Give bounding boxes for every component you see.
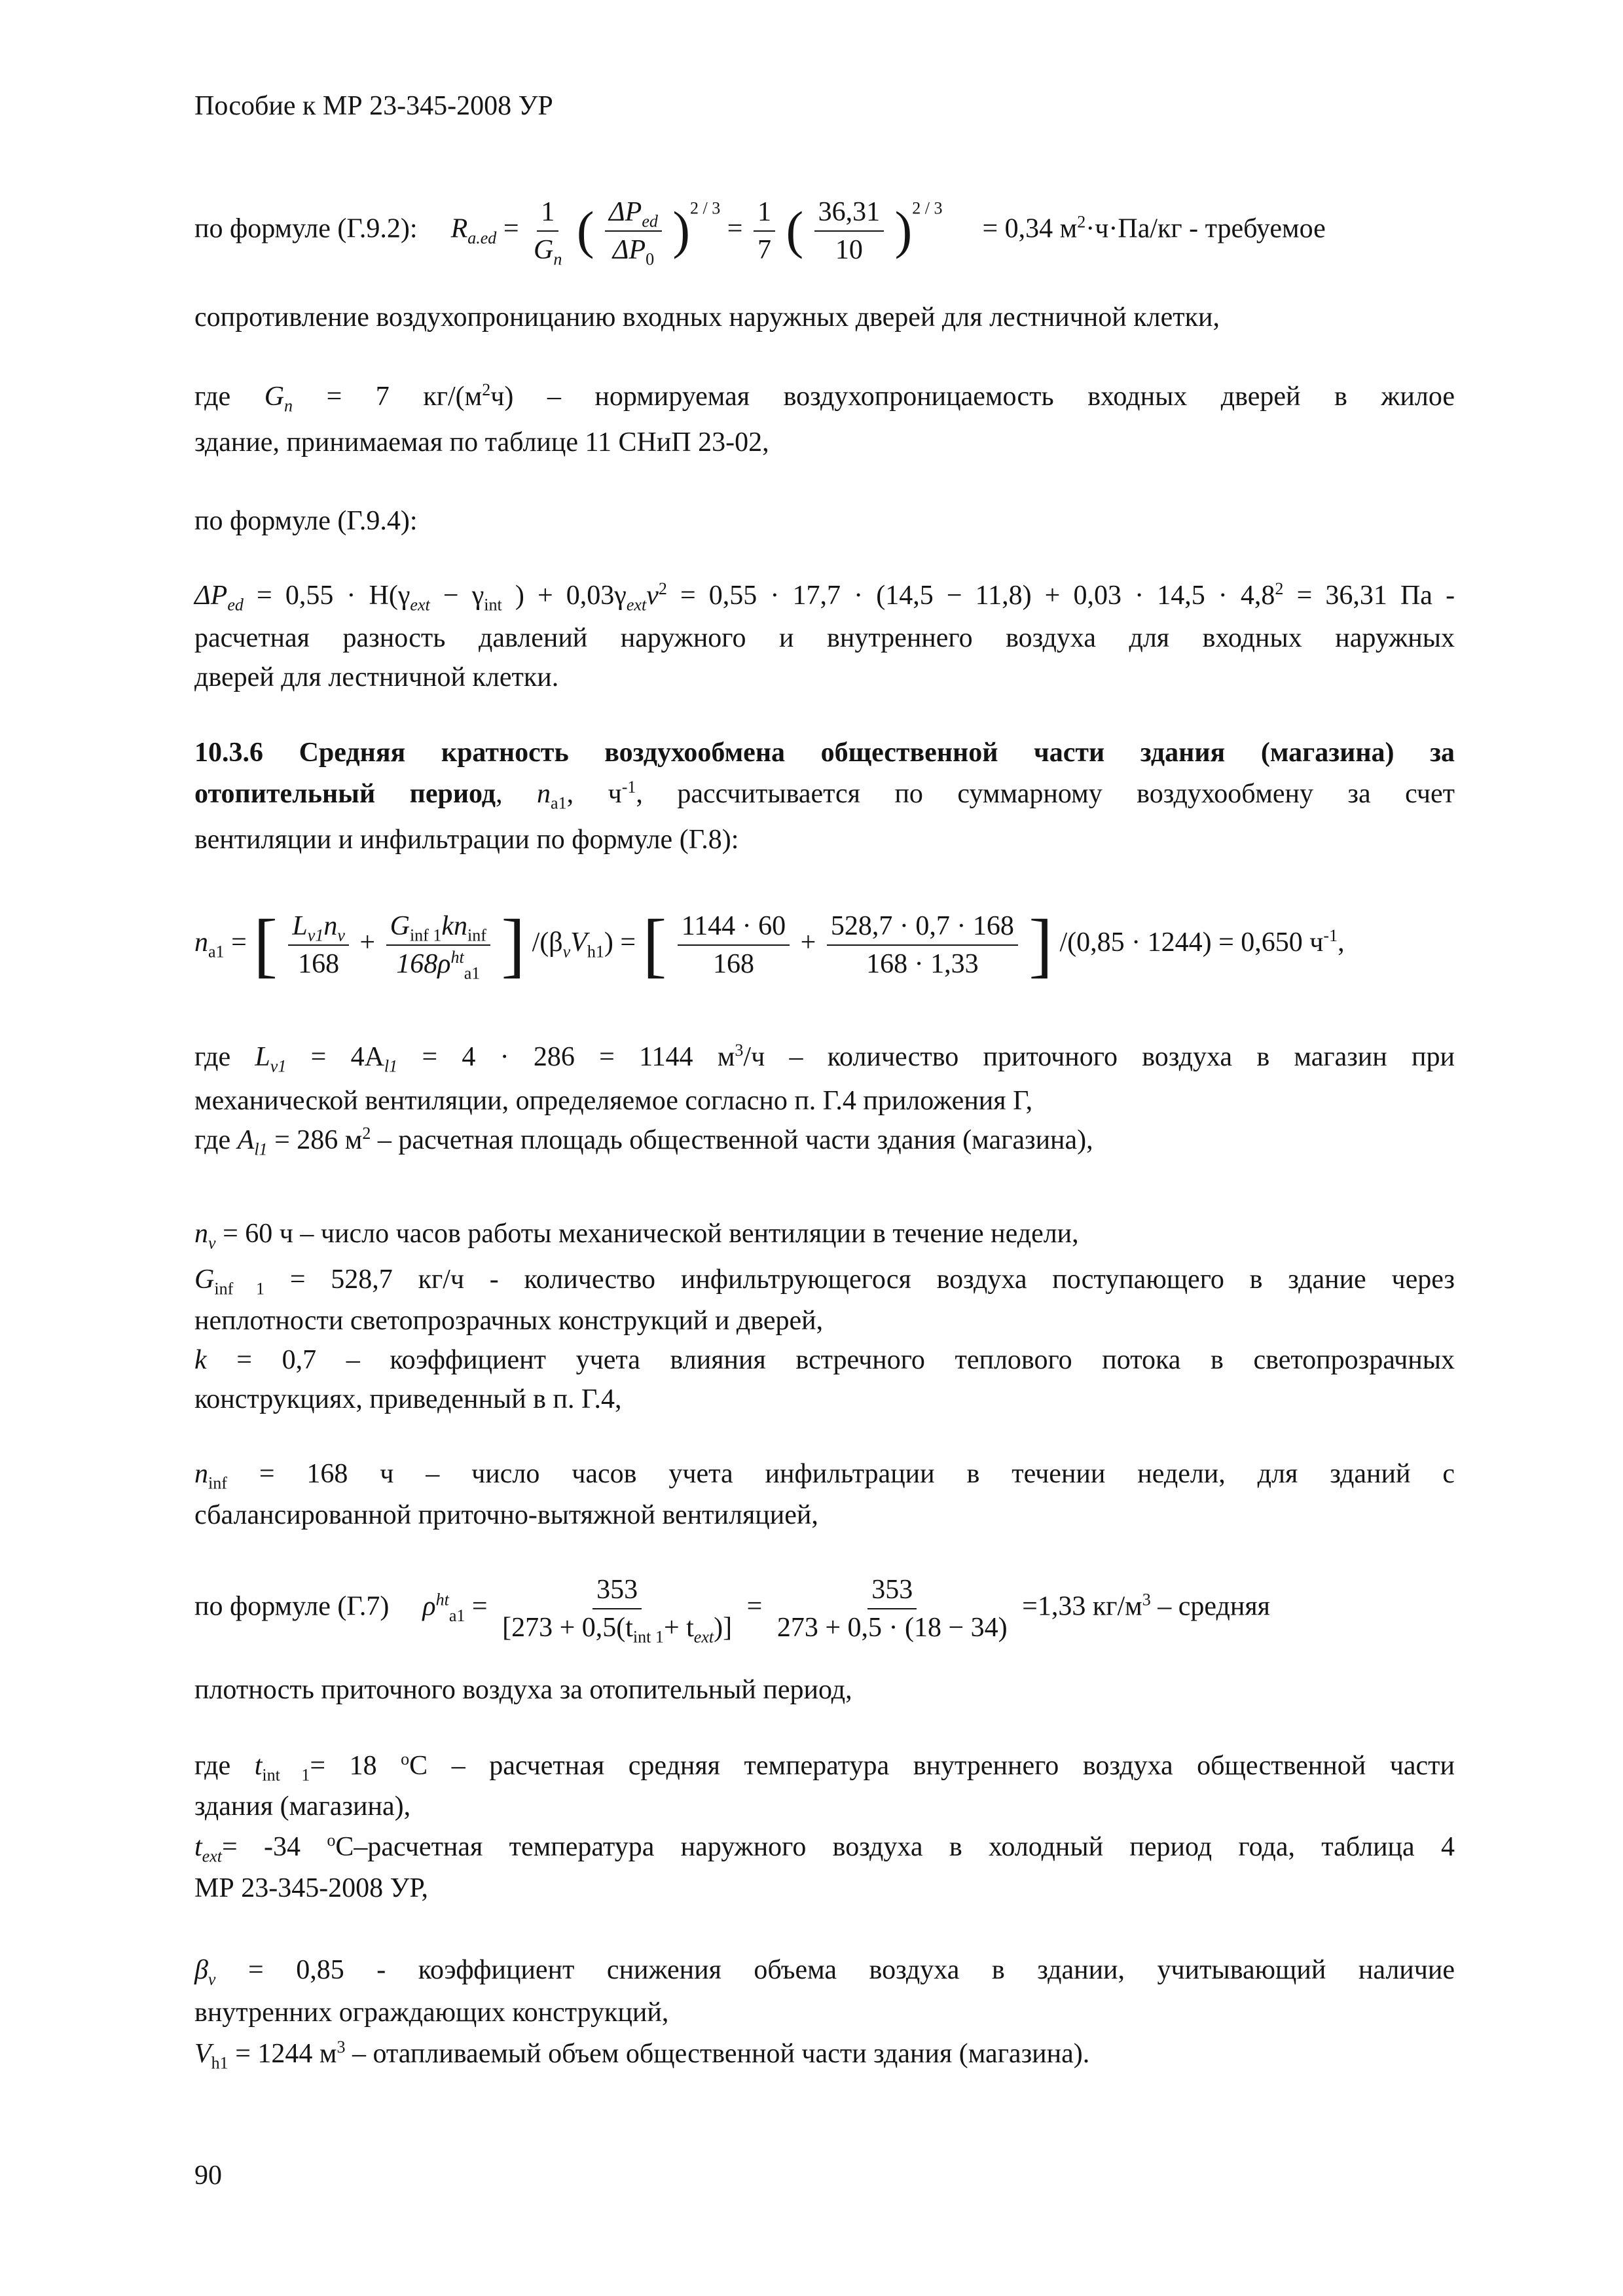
section-heading — [194, 733, 1455, 772]
paragraph-2 — [194, 377, 1455, 416]
sub: ext — [202, 1846, 223, 1866]
paragraph-12-line2: здания (магазина), — [194, 1791, 411, 1821]
result: = 36,31 Па - — [1296, 581, 1455, 611]
fraction-c — [678, 910, 790, 980]
text: где — [194, 382, 231, 412]
sub: inf 1 — [214, 1279, 265, 1299]
running-header: Пособие к МР 23-345-2008 УР — [194, 91, 553, 121]
var: A — [237, 1125, 255, 1155]
text: = 0,55 · 17,7 · (14,5 − 11,8) + 0,03 · 14,5 · 4,8 — [680, 581, 1275, 611]
sub: l1 — [384, 1056, 398, 1076]
text: = 18 — [310, 1751, 401, 1781]
text: /(0,85 · 1244) = 0,650 ч — [1059, 927, 1324, 958]
formula-g94 — [194, 576, 1455, 615]
fraction-a — [288, 910, 349, 980]
frac-num: 36,31 — [814, 196, 884, 232]
paragraph-8 — [194, 1214, 1455, 1253]
den-sub: 0 — [646, 249, 655, 269]
frac-num: 1 — [537, 196, 558, 232]
num-sub: ed — [642, 211, 658, 231]
sub: inf — [208, 1473, 227, 1493]
heading-bold: 10.3.6 Средняя кратность воздухообмена общественной части здания (магазина) за — [194, 738, 1455, 768]
frac-den — [530, 232, 566, 269]
sup: o — [401, 1749, 410, 1768]
sup: o — [327, 1831, 336, 1850]
den-sub: n — [553, 249, 562, 269]
text: = 528,7 кг/ч - количество инфильтрующегося воздуха поступающего в здание через — [289, 1265, 1455, 1295]
den-sub: ext — [693, 1627, 714, 1647]
text: С – расчетная средняя температура внутреннего воздуха общественной части — [409, 1751, 1455, 1781]
frac-den: 273 + 0,5 · (18 − 34) — [776, 1613, 1008, 1643]
sub: v1 — [270, 1056, 287, 1076]
frac-num — [386, 910, 490, 946]
text: = 1244 м — [235, 2039, 337, 2069]
text: где — [194, 1042, 231, 1072]
frac-num — [288, 910, 349, 946]
text: где — [194, 1751, 231, 1781]
formula-g92: по формуле (Г.9.2): $R_{a.ed}$ = $\frac{1}{G_n}$ ( $\frac{\Delta P_{ed}}{\Delta P_0}$ )$^{2 / 3}$ = $\frac{1}{7}$ ( $\frac{36,31}{10}$ )$^{2 / 3}$ = 0,34 $м^2\cdot ч\cdot Па/кг$ - требуемое — [194, 197, 1326, 269]
fraction-1-7 — [754, 196, 775, 266]
var: n — [194, 1219, 208, 1249]
paragraph-7-line2: механической вентиляции, определяемое согласно п. Г.4 приложения Г, — [194, 1086, 1033, 1116]
fraction-rho-1 — [498, 1574, 736, 1647]
var: n — [537, 779, 551, 809]
var: V — [570, 927, 587, 958]
paragraph-13-line3 — [194, 2034, 1455, 2073]
frac-num — [605, 196, 662, 232]
sub: v — [562, 942, 571, 961]
paragraph-4-line3: дверей для лестничной клетки. — [194, 662, 559, 692]
paragraph-2-line2: здание, принимаемая по таблице 11 СНиП 23-02, — [194, 427, 769, 457]
var: v — [646, 581, 659, 611]
den-var: G — [534, 235, 554, 265]
paragraph-11-line2: плотность приточного воздуха за отопительный период, — [194, 1675, 852, 1705]
sup: 2 — [362, 1124, 371, 1143]
text: − γ — [443, 581, 484, 611]
frac-num: 353 — [867, 1574, 917, 1609]
frac-num: 1 — [754, 196, 775, 232]
text: = 4 · 286 = 1144 м — [422, 1042, 735, 1072]
frac-den — [609, 232, 658, 269]
text: /ч – количество приточного воздуха в магазин при — [743, 1042, 1455, 1072]
var: ρ — [422, 1591, 436, 1622]
sub: v — [208, 1233, 216, 1253]
sub: a1 — [551, 793, 567, 813]
sup: 2 — [1275, 579, 1284, 598]
sup: 3 — [1142, 1590, 1151, 1609]
paragraph-13 — [194, 1950, 1455, 1990]
frac-den: 168 · 1,33 — [866, 948, 979, 979]
text: = 60 ч – число часов работы механической вентиляции в течение недели, — [223, 1219, 1079, 1249]
text: ) = — [604, 927, 636, 958]
sub: ext — [626, 595, 647, 615]
var: t — [254, 1751, 263, 1781]
text: = 7 кг/(м — [326, 382, 483, 412]
den-text: )] — [714, 1613, 733, 1643]
sup: 2 — [482, 380, 491, 399]
den-sub: a1 — [464, 963, 481, 982]
den-sup: ht — [450, 947, 464, 967]
num-sub: v1 — [307, 925, 324, 944]
paragraph-12-line4: МР 23-345-2008 УР, — [194, 1873, 429, 1903]
text: где — [194, 1125, 231, 1155]
frac-den — [392, 946, 484, 980]
paragraph-7 — [194, 1037, 1455, 1077]
text: , рассчитывается по суммарному воздухообмену за счет — [636, 779, 1455, 809]
sub: h1 — [211, 2053, 228, 2073]
text: , ч — [566, 779, 622, 809]
frac-den: 10 — [835, 235, 863, 265]
num-sub2: inf — [467, 925, 486, 944]
sub: int 1 — [262, 1765, 310, 1785]
paragraph-9-line2: неплотности светопрозрачных конструкций и дверей, — [194, 1306, 824, 1336]
heading-bold: отопительный период — [194, 779, 496, 809]
text: = 0,55 · H(γ — [257, 581, 410, 611]
frac-den: 7 — [757, 235, 771, 265]
text: = -34 — [222, 1832, 327, 1862]
fraction-d — [827, 910, 1018, 980]
sub: ed — [227, 595, 244, 615]
paragraph-9-line3 — [194, 1340, 1455, 1380]
section-heading-line3: вентиляции и инфильтрации по формуле (Г.8): — [194, 825, 739, 855]
page-number: 90 — [194, 2161, 222, 2191]
var: n — [194, 927, 208, 958]
formula-lead: по формуле (Г.7) — [194, 1591, 390, 1622]
fraction-3631-10 — [814, 196, 884, 266]
result: = 0,34 м — [982, 213, 1078, 244]
text: , — [1338, 927, 1345, 958]
num-sub: inf 1 — [409, 925, 442, 944]
sub: ext — [410, 595, 430, 615]
sup: ht — [435, 1590, 449, 1609]
sub: l1 — [254, 1139, 268, 1159]
power: 2 / 3 — [690, 198, 721, 218]
text: = 4A — [310, 1042, 384, 1072]
var-r: R — [450, 213, 468, 244]
num-var2: kn — [441, 910, 468, 941]
formula-g7: по формуле (Г.7) $\rho^{ht}_{a1}$ = $\frac{353}{[273 + 0,5(t_{int 1}+ t_{ext})]}$ = $\frac{353}{273 + 0,5 \cdot (18 - 34)}$ =1,33 $кг/м^3$ – средняя — [194, 1575, 1270, 1647]
sup: -1 — [1323, 926, 1338, 946]
frac-num: 353 — [593, 1574, 642, 1609]
text: – отапливаемый объем общественной части здания (магазина). — [352, 2039, 1090, 2069]
var: G — [264, 382, 285, 412]
fraction-dp — [605, 196, 662, 269]
sub: a1 — [448, 1606, 465, 1626]
fraction-b — [386, 910, 490, 980]
sup: 2 — [658, 579, 667, 598]
frac-den: 168 — [298, 948, 340, 979]
den-text: [273 + 0,5(t — [502, 1613, 633, 1643]
num-sub2: v — [337, 925, 345, 944]
var: G — [194, 1265, 215, 1295]
text: ч) – нормируемая воздухопроницаемость входных дверей в жилое — [490, 382, 1455, 412]
paragraph-10 — [194, 1454, 1455, 1494]
paragraph-7-line3 — [194, 1121, 1455, 1160]
num-var: G — [390, 910, 410, 941]
var: t — [194, 1832, 202, 1862]
text: – расчетная площадь общественной части здания (магазина), — [377, 1125, 1093, 1155]
power: 2 / 3 — [912, 198, 943, 218]
text: = 168 ч – число часов учета инфильтрации в течении недели, для зданий с — [259, 1459, 1455, 1489]
paragraph-10-line2: сбалансированной приточно-вытяжной вентиляцией, — [194, 1500, 818, 1530]
num-var: L — [292, 910, 308, 941]
paragraph-9-line4: конструкциях, приведенный в п. Г.4, — [194, 1384, 622, 1414]
den-sub: int 1 — [632, 1627, 664, 1647]
var: n — [194, 1459, 208, 1489]
frac-num: 1144 · 60 — [678, 910, 790, 946]
paragraph-9 — [194, 1260, 1455, 1299]
paragraph-3: по формуле (Г.9.4): — [194, 506, 418, 536]
formula-lead: по формуле (Г.9.2): — [194, 213, 418, 244]
paragraph-12 — [194, 1746, 1455, 1785]
text: ) + 0,03γ — [515, 581, 627, 611]
den-var: 168ρ — [396, 948, 451, 979]
sub: h1 — [587, 942, 604, 961]
frac-den: 168 — [712, 948, 754, 979]
fraction-1-gn — [530, 196, 566, 269]
text: С–расчетная температура наружного воздуха в холодный период года, таблица 4 — [335, 1832, 1455, 1862]
sup: -1 — [621, 778, 636, 797]
var: V — [194, 2039, 211, 2069]
paragraph-1-line2: сопротивление воздухопроницанию входных наружных дверей для лестничной клетки, — [194, 302, 1220, 332]
var-sub: n — [284, 396, 293, 416]
den-var: ΔP — [612, 235, 646, 265]
var-r-sub: a.ed — [467, 228, 497, 248]
frac-den — [498, 1609, 736, 1647]
sub: v — [208, 1969, 216, 1989]
sub: int — [484, 595, 502, 615]
text: = 0,7 – коэффициент учета влияния встречного теплового потока в светопрозрачных — [236, 1345, 1455, 1375]
num-var: ΔP — [609, 197, 642, 227]
var: β — [194, 1955, 208, 1985]
result-tail: ·ч·Па/кг - требуемое — [1085, 213, 1326, 244]
sup: 3 — [337, 2037, 346, 2056]
section-heading-line2: отопительный период, $n_{a1}$, $ч^{-1}$, рассчитывается по суммарному воздухообмену за счет — [194, 778, 1455, 813]
paragraph-13-line2: внутренних ограждающих конструкций, — [194, 1998, 669, 2028]
num-var2: n — [323, 910, 338, 941]
fraction-rho-2 — [773, 1574, 1012, 1643]
paragraph-12-line3 — [194, 1827, 1455, 1867]
var: L — [255, 1042, 270, 1072]
paragraph-4-line2: расчетная разность давлений наружного и внутреннего воздуха для входных наружных — [194, 623, 1455, 653]
result-sup: 2 — [1077, 212, 1086, 232]
formula-g8: $n_{a1}$ = [ $\frac{L_{v1}n_v}{168}$ + $\frac{G_{inf 1}kn_{inf}}{168\rho^{ht}_{a1}}$ ] $/(\beta_vV_{h1})$ = [ $\frac{1144 \cdot 60}{168}$ + $\frac{528,7 \cdot 0,7 \cdot 168}{168 \cdot 1,33}$ ] /(0,85 · 1244) = 0,650 $ч^{-1}$, — [194, 905, 1345, 984]
frac-num: 528,7 · 0,7 · 168 — [827, 910, 1018, 946]
sub: a1 — [208, 942, 225, 961]
result-tail: – средняя — [1158, 1591, 1270, 1622]
text: /(β — [532, 927, 563, 958]
text: = 0,85 - коэффициент снижения объема воздуха в здании, учитывающий наличие — [248, 1955, 1455, 1985]
den-text: + t — [663, 1613, 694, 1643]
result: =1,33 кг/м — [1022, 1591, 1142, 1622]
var: ΔP — [194, 581, 228, 611]
var: k — [194, 1345, 207, 1375]
text: = 286 м — [274, 1125, 363, 1155]
sup: 3 — [735, 1041, 744, 1060]
